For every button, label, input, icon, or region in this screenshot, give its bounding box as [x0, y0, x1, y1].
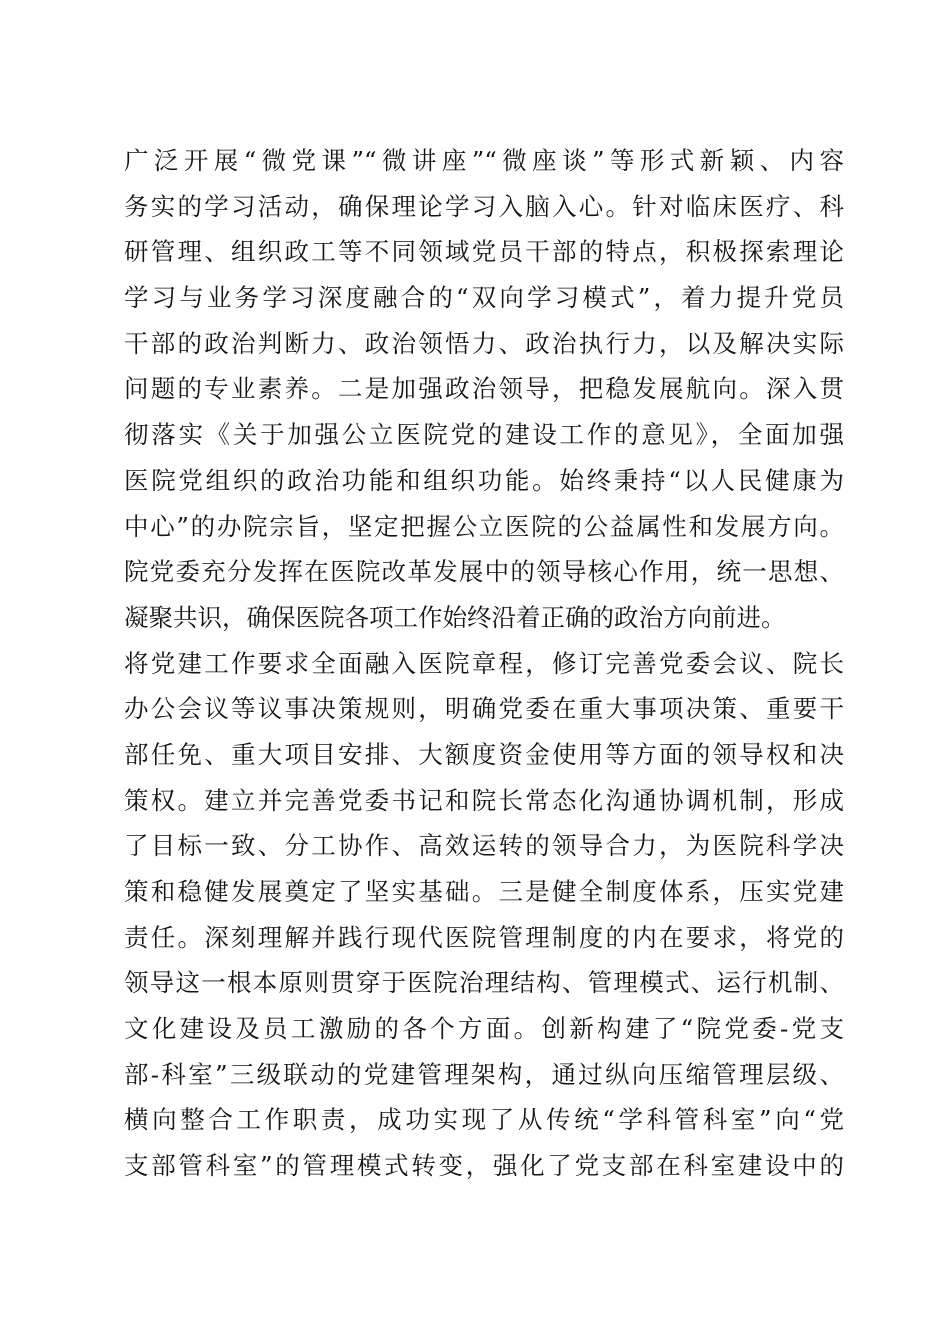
text-line-10: 院党委充分发挥在医院改革发展中的领导核心作用，统一思想、: [124, 557, 844, 587]
text-line-14: 部任免、重大项目安排、大额度资金使用等方面的领导权和决: [124, 739, 844, 769]
text-line-13: 办公会议等议事决策规则，明确党委在重大事项决策、重要干: [124, 694, 844, 724]
text-line-18: 责任。深刻理解并践行现代医院管理制度的内在要求，将党的: [124, 922, 844, 952]
text-line-1: 广泛开展“微党课”“微讲座”“微座谈”等形式新颖、内容: [124, 146, 844, 175]
text-line-5: 干部的政治判断力、政治领悟力、政治执行力，以及解决实际: [124, 328, 844, 358]
text-line-8: 医院党组织的政治功能和组织功能。始终秉持“以人民健康为: [124, 465, 844, 495]
text-line-9: 中心”的办院宗旨，坚定把握公立医院的公益属性和发展方向。: [124, 511, 844, 541]
text-line-11: 凝聚共识，确保医院各项工作始终沿着正确的政治方向前进。: [124, 602, 786, 632]
text-line-7: 彻落实《关于加强公立医院党的建设工作的意见》，全面加强: [124, 420, 844, 450]
text-line-17: 策和稳健发展奠定了坚实基础。三是健全制度体系，压实党建: [124, 877, 844, 906]
text-line-16: 了目标一致、分工协作、高效运转的领导合力，为医院科学决: [124, 831, 844, 861]
text-line-20: 文化建设及员工激励的各个方面。创新构建了“院党委-党支: [124, 1014, 844, 1044]
text-line-19: 领导这一根本原则贯穿于医院治理结构、管理模式、运行机制、: [124, 968, 844, 998]
body-paragraph: [124, 138, 844, 1189]
text-line-15: 策权。建立并完善党委书记和院长常态化沟通协调机制，形成: [124, 785, 844, 815]
text-line-6: 问题的专业素养。二是加强政治领导，把稳发展航向。深入贯: [124, 374, 844, 404]
text-line-21: 部-科室”三级联动的党建管理架构，通过纵向压缩管理层级、: [124, 1059, 844, 1089]
text-line-23: 支部管科室”的管理模式转变，强化了党支部在科室建设中的: [124, 1151, 844, 1181]
text-line-3: 研管理、组织政工等不同领域党员干部的特点，积极探索理论: [124, 237, 844, 267]
text-line-22: 横向整合工作职责，成功实现了从传统“学科管科室”向“党: [124, 1105, 844, 1135]
text-line-2: 务实的学习活动，确保理论学习入脑入心。针对临床医疗、科: [124, 191, 844, 221]
text-line-4: 学习与业务学习深度融合的“双向学习模式”，着力提升党员: [124, 283, 844, 313]
text-line-12: 将党建工作要求全面融入医院章程，修订完善党委会议、院长: [124, 648, 844, 678]
